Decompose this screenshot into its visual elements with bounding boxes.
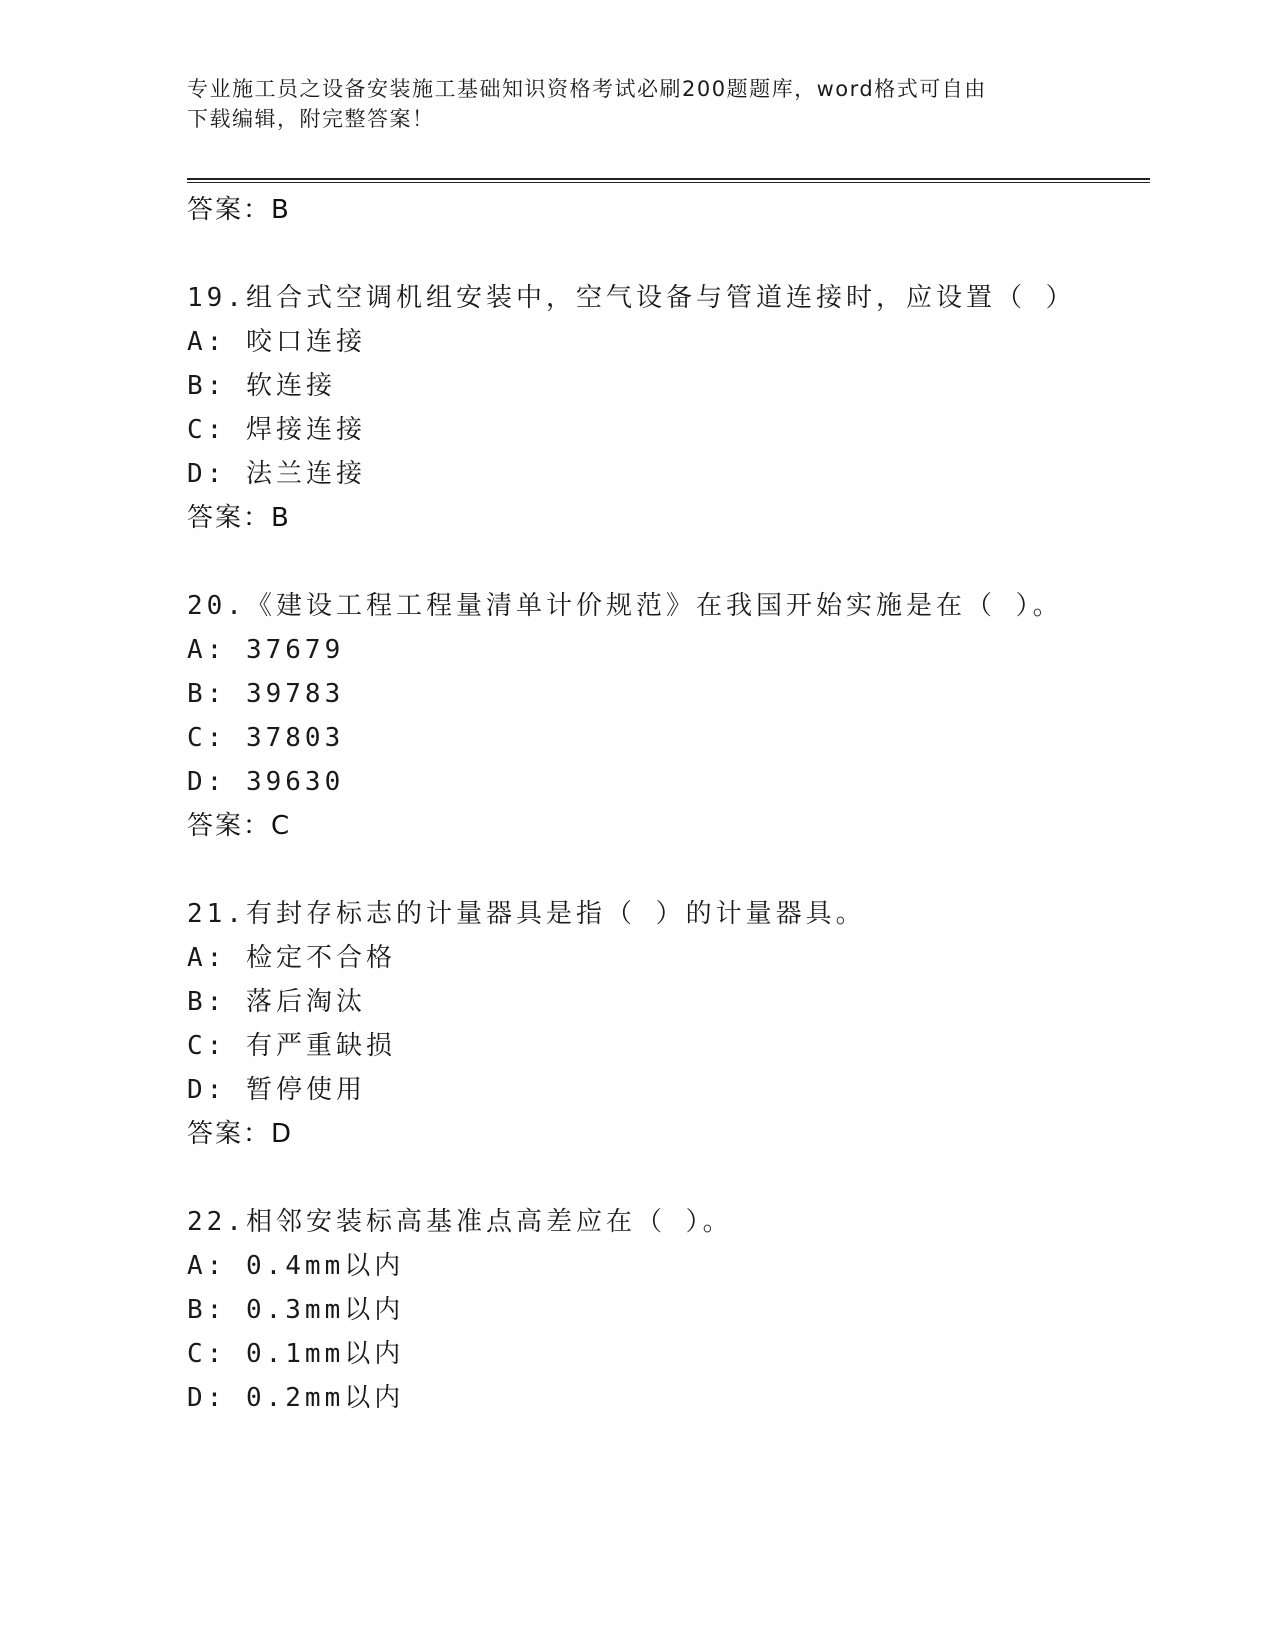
question-21-option-b: B: 落后淘汰 xyxy=(187,987,366,1017)
previous-answer: 答案：B xyxy=(187,195,291,225)
question-20-option-a: A: 37679 xyxy=(187,635,345,665)
header-line-2: 下载编辑，附完整答案！ xyxy=(187,107,435,131)
question-21-option-c: C: 有严重缺损 xyxy=(187,1031,396,1061)
question-20-option-b: B: 39783 xyxy=(187,679,345,709)
question-19-option-c: C: 焊接连接 xyxy=(187,415,366,445)
question-21-option-a: A: 检定不合格 xyxy=(187,943,396,973)
question-20-answer: 答案：C xyxy=(187,811,292,841)
question-21-option-d: D: 暂停使用 xyxy=(187,1075,366,1105)
question-20-option-c: C: 37803 xyxy=(187,723,345,753)
header-divider xyxy=(187,178,1150,183)
question-21-answer: 答案：D xyxy=(187,1119,294,1149)
question-22-stem: 22.相邻安装标高基准点高差应在（ ）。 xyxy=(187,1207,733,1237)
question-22-option-d: D: 0.2mm以内 xyxy=(187,1383,405,1413)
question-19-option-d: D: 法兰连接 xyxy=(187,459,366,489)
question-19-stem: 19.组合式空调机组安装中，空气设备与管道连接时，应设置（ ） xyxy=(187,283,1076,313)
header-line-1: 专业施工员之设备安装施工基础知识资格考试必刷200题题库，word格式可自由 xyxy=(187,77,987,101)
question-22-option-b: B: 0.3mm以内 xyxy=(187,1295,405,1325)
question-22-option-a: A: 0.4mm以内 xyxy=(187,1251,405,1281)
question-19-option-b: B: 软连接 xyxy=(187,371,336,401)
question-21-stem: 21.有封存标志的计量器具是指（ ）的计量器具。 xyxy=(187,899,866,929)
document-header xyxy=(187,74,1067,134)
question-20-option-d: D: 39630 xyxy=(187,767,345,797)
question-20-stem: 20.《建设工程工程量清单计价规范》在我国开始实施是在（ ）。 xyxy=(187,591,1063,621)
question-22-option-c: C: 0.1mm以内 xyxy=(187,1339,405,1369)
question-19-option-a: A: 咬口连接 xyxy=(187,327,366,357)
question-19-answer: 答案：B xyxy=(187,503,291,533)
